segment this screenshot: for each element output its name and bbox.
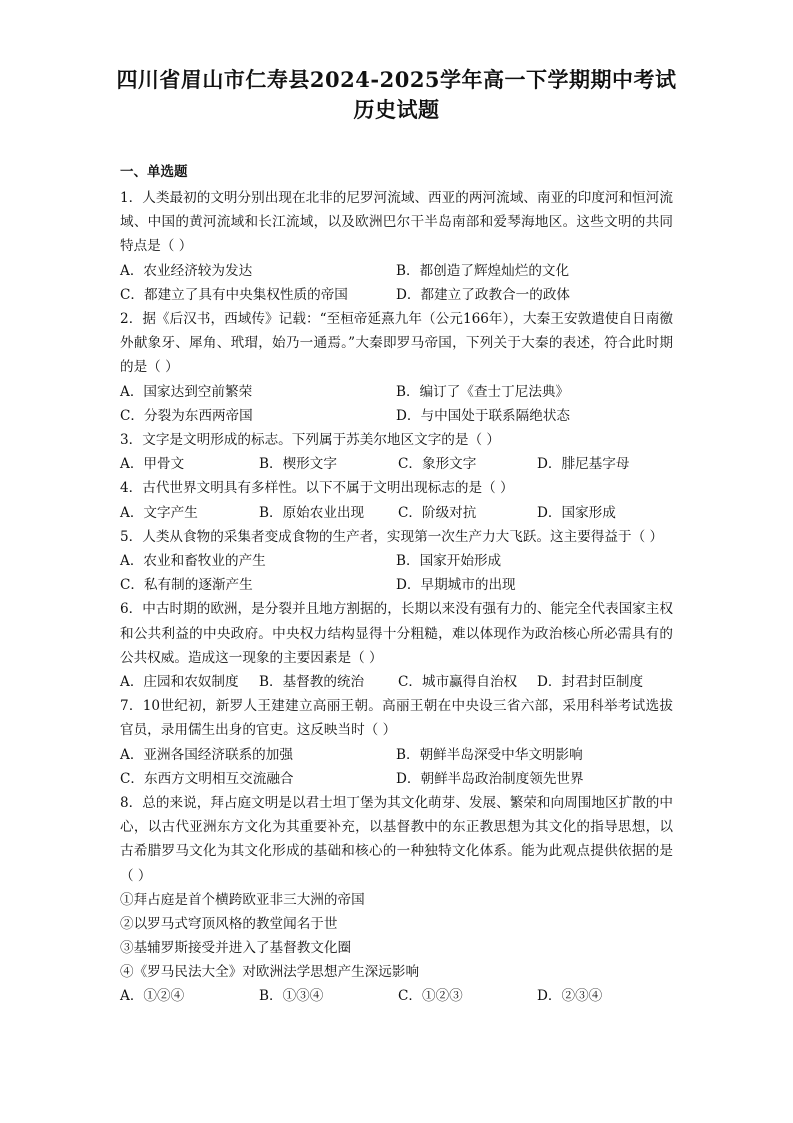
option-b[interactable]: B．①③④ bbox=[259, 988, 324, 1005]
option-c[interactable]: C．分裂为东西两帝国 bbox=[120, 407, 253, 424]
option-b[interactable]: B．原始农业出现 bbox=[259, 504, 365, 521]
option-c[interactable]: C．东西方文明相互交流融合 bbox=[120, 770, 294, 787]
option-c[interactable]: C．私有制的逐渐产生 bbox=[120, 577, 253, 594]
option-b[interactable]: B．基督教的统治 bbox=[259, 673, 365, 690]
options-row bbox=[120, 573, 673, 597]
options-row bbox=[120, 743, 673, 767]
option-a[interactable]: A．文字产生 bbox=[120, 504, 198, 521]
exam-title: 四川省眉山市仁寿县2024-2025学年高一下学期期中考试 bbox=[116, 67, 677, 92]
question-3 bbox=[120, 428, 673, 476]
option-a[interactable]: A．亚洲各国经济联系的加强 bbox=[120, 746, 293, 763]
question-6 bbox=[120, 597, 673, 694]
options-row bbox=[120, 767, 673, 791]
options-row bbox=[120, 501, 673, 525]
options-row bbox=[120, 670, 673, 694]
option-a[interactable]: A．国家达到空前繁荣 bbox=[120, 383, 253, 400]
option-b[interactable]: B．朝鲜半岛深受中华文明影响 bbox=[396, 746, 583, 763]
statement-item: ④《罗马民法大全》对欧洲法学思想产生深远影响 bbox=[120, 964, 420, 981]
question-stem: 3．文字是文明形成的标志。下列属于苏美尔地区文字的是（ ） bbox=[120, 431, 500, 448]
question-4 bbox=[120, 476, 673, 524]
question-stem: 1．人类最初的文明分别出现在北非的尼罗河流域、西亚的两河流域、南亚的印度河和恒河流域、中国的黄河流域和长江流域，以及欧洲巴尔干半岛南部和爱琴海地区。这些文明的共同特点是（ ） bbox=[120, 190, 673, 255]
option-d[interactable]: D．早期城市的出现 bbox=[396, 577, 516, 594]
option-d[interactable]: D．都建立了政教合一的政体 bbox=[396, 286, 571, 303]
option-d[interactable]: D．与中国处于联系隔绝状态 bbox=[396, 407, 571, 424]
option-b[interactable]: B．都创造了辉煌灿烂的文化 bbox=[396, 262, 570, 279]
options-row bbox=[120, 259, 673, 283]
options-row bbox=[120, 549, 673, 573]
option-c[interactable]: C．都建立了具有中央集权性质的帝国 bbox=[120, 286, 348, 303]
options-row bbox=[120, 404, 673, 428]
question-stem: 2．据《后汉书，西域传》记载：“至桓帝延熹九年（公元166年），大秦王安敦遣使自日南徼外献象牙、犀角、玳瑁，始乃一通焉。”大秦即罗马帝国，下列关于大秦的表述，符合此时期的是（ ） bbox=[120, 310, 673, 376]
question-list bbox=[120, 186, 673, 1009]
option-d[interactable]: D．国家形成 bbox=[537, 504, 616, 521]
question-stem: 5．人类从食物的采集者变成食物的生产者，实现第一次生产力大飞跃。这主要得益于（ ） bbox=[120, 528, 664, 545]
section-heading: 一、单选题 bbox=[120, 164, 188, 180]
option-a[interactable]: A．农业和畜牧业的产生 bbox=[120, 552, 266, 569]
option-c[interactable]: C．阶级对抗 bbox=[398, 504, 477, 521]
exam-subtitle: 历史试题 bbox=[353, 97, 440, 122]
option-b[interactable]: B．国家开始形成 bbox=[396, 552, 502, 569]
statement-item: ③基辅罗斯接受并进入了基督教文化圈 bbox=[120, 940, 352, 957]
option-c[interactable]: C．象形文字 bbox=[398, 456, 477, 473]
question-7 bbox=[120, 694, 673, 791]
question-stem: 4．古代世界文明具有多样性。以下不属于文明出现标志的是（ ） bbox=[120, 480, 514, 497]
question-2 bbox=[120, 307, 673, 428]
question-stem: 7．10世纪初，新罗人王建建立高丽王朝。高丽王朝在中央设三省六部，采用科举考试选拔官员，录用儒生出身的官吏。这反映当时（ ） bbox=[120, 698, 673, 739]
option-b[interactable]: B．编订了《查士丁尼法典》 bbox=[396, 383, 570, 400]
option-c[interactable]: C．城市赢得自治权 bbox=[398, 673, 518, 690]
options-row bbox=[120, 380, 673, 404]
option-b[interactable]: B．楔形文字 bbox=[259, 456, 337, 473]
question-1 bbox=[120, 186, 673, 307]
statement-item: ②以罗马式穹顶风格的教堂闻名于世 bbox=[120, 915, 338, 932]
option-a[interactable]: A．庄园和农奴制度 bbox=[120, 673, 239, 690]
question-stem: 6．中古时期的欧洲，是分裂并且地方割据的，长期以来没有强有力的、能完全代表国家主权和公共利益的中央政府。中央权力结构显得十分粗糙，难以体现作为政治核心所必需具有的公共权威。造成这一现象的主要因素是（ ） bbox=[120, 601, 673, 666]
option-d[interactable]: D．②③④ bbox=[537, 988, 603, 1005]
option-d[interactable]: D．腓尼基字母 bbox=[537, 456, 630, 473]
option-d[interactable]: D．朝鲜半岛政治制度领先世界 bbox=[396, 770, 584, 787]
question-8 bbox=[120, 791, 673, 1009]
options-row bbox=[120, 452, 673, 476]
option-c[interactable]: C．①②③ bbox=[398, 988, 463, 1005]
option-a[interactable]: A．①②④ bbox=[120, 988, 185, 1005]
question-stem: 8．总的来说，拜占庭文明是以君士坦丁堡为其文化萌芽、发展、繁荣和向周围地区扩散的中心，以古代亚洲东方文化为其重要补充，以基督教中的东正教思想为其文化的指导思想，以古希腊罗马文化为其文化形成的基础和核心的一种独特文化体系。能为此观点提供依据的是（ ） bbox=[120, 794, 673, 884]
statement-item: ①拜占庭是首个横跨欧亚非三大洲的帝国 bbox=[120, 891, 365, 908]
options-row bbox=[120, 984, 673, 1008]
question-5 bbox=[120, 525, 673, 598]
option-a[interactable]: A．农业经济较为发达 bbox=[120, 262, 253, 279]
option-a[interactable]: A．甲骨文 bbox=[120, 456, 185, 473]
option-d[interactable]: D．封君封臣制度 bbox=[537, 673, 644, 690]
options-row bbox=[120, 283, 673, 307]
